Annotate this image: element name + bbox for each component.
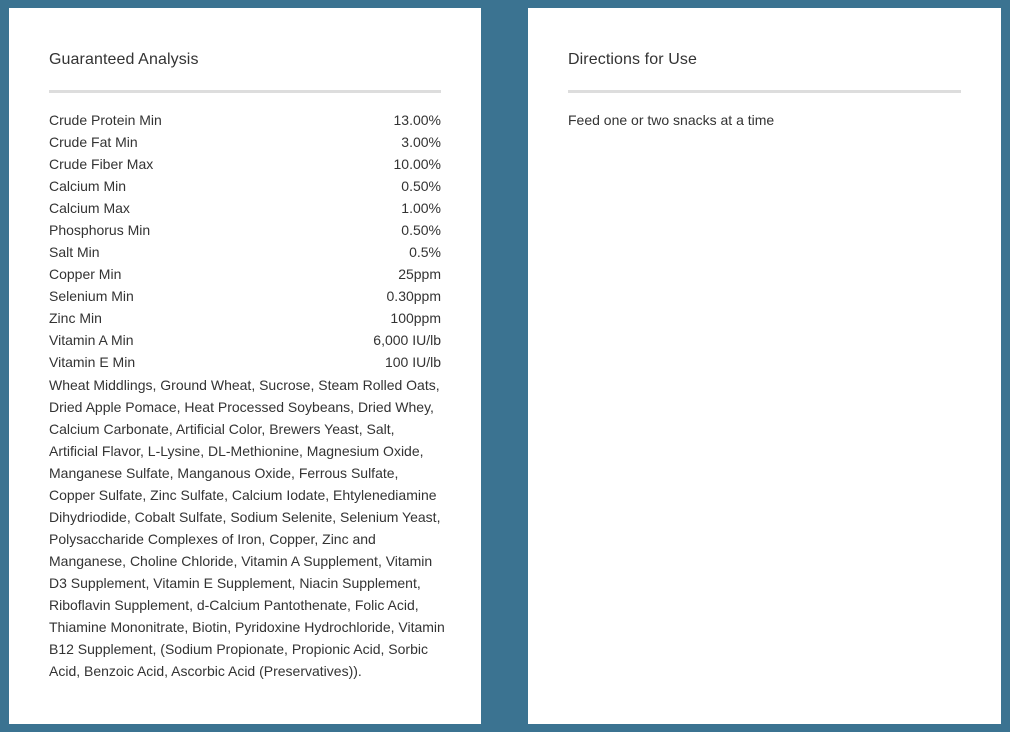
table-row (49, 329, 441, 351)
title-divider (49, 90, 441, 93)
nutrient-name: Calcium Max (49, 200, 130, 216)
table-row (49, 197, 441, 219)
nutrient-name: Phosphorus Min (49, 222, 151, 238)
nutrient-value: 3.00% (401, 134, 441, 150)
directions-panel (528, 8, 1001, 724)
table-row (49, 263, 441, 285)
table-row (49, 241, 441, 263)
nutrient-value: 0.5% (409, 244, 441, 260)
table-row (49, 109, 441, 131)
table-row (49, 131, 441, 153)
guaranteed-analysis-title: Guaranteed Analysis (49, 51, 199, 68)
nutrient-name: Copper Min (49, 266, 122, 282)
nutrient-value: 13.00% (393, 112, 441, 128)
nutrient-name: Crude Fiber Max (49, 156, 154, 172)
nutrient-name: Calcium Min (49, 178, 127, 194)
nutrient-value: 25ppm (398, 266, 441, 282)
table-row (49, 285, 441, 307)
table-row (49, 307, 441, 329)
nutrient-value: 6,000 IU/lb (373, 332, 441, 348)
nutrient-value: 10.00% (393, 156, 441, 172)
table-row (49, 175, 441, 197)
table-row (49, 351, 441, 373)
analysis-rows (49, 109, 441, 373)
nutrient-name: Crude Fat Min (49, 134, 138, 150)
nutrient-value: 0.30ppm (386, 288, 441, 304)
title-divider (568, 90, 961, 93)
table-row (49, 153, 441, 175)
nutrient-name: Vitamin E Min (49, 354, 136, 370)
nutrient-name: Selenium Min (49, 288, 134, 304)
nutrient-name: Crude Protein Min (49, 112, 162, 128)
directions-text: Feed one or two snacks at a time (568, 112, 775, 128)
nutrient-value: 100ppm (390, 310, 441, 326)
table-row (49, 219, 441, 241)
ingredients-text: Wheat Middlings, Ground Wheat, Sucrose, Steam Rolled Oats, Dried Apple Pomace, Heat Processed Soybeans, Dried Whey, Calcium Carbonate, Artificial Color, Brewers Yeast, Salt, Artificial Flavor, L-Lysine, DL-Methionine, Magnesium Oxide, Manganese Sulfate, Manganous Oxide, Ferrous Sulfate, Copper Sulfate, Zinc Sulfate, Calcium Iodate, Ehtylenediamine Dihydriodide, Cobalt Sulfate, Sodium Selenite, Selenium Yeast, Polysaccharide Complexes of Iron, Copper, Zinc and Manganese, Choline Chloride, Vitamin A Supplement, Vitamin D3 Supplement, Vitamin E Supplement, Niacin Supplement, Riboflavin Supplement, d-Calcium Pantothenate, Folic Acid, Thiamine Mononitrate, Biotin, Pyridoxine Hydrochloride, Vitamin B12 Supplement, (Sodium Propionate, Propionic Acid, Sorbic Acid, Benzoic Acid, Ascorbic Acid (Preservatives)). (49, 377, 445, 679)
nutrient-value: 0.50% (401, 178, 441, 194)
directions-title: Directions for Use (568, 51, 697, 68)
nutrient-value: 0.50% (401, 222, 441, 238)
analysis-table (49, 109, 441, 373)
nutrient-name: Vitamin A Min (49, 332, 134, 348)
guaranteed-analysis-panel (9, 8, 481, 724)
nutrient-value: 100 IU/lb (384, 354, 441, 370)
nutrient-name: Salt Min (49, 244, 100, 260)
nutrient-name: Zinc Min (49, 310, 102, 326)
nutrient-value: 1.00% (401, 200, 441, 216)
